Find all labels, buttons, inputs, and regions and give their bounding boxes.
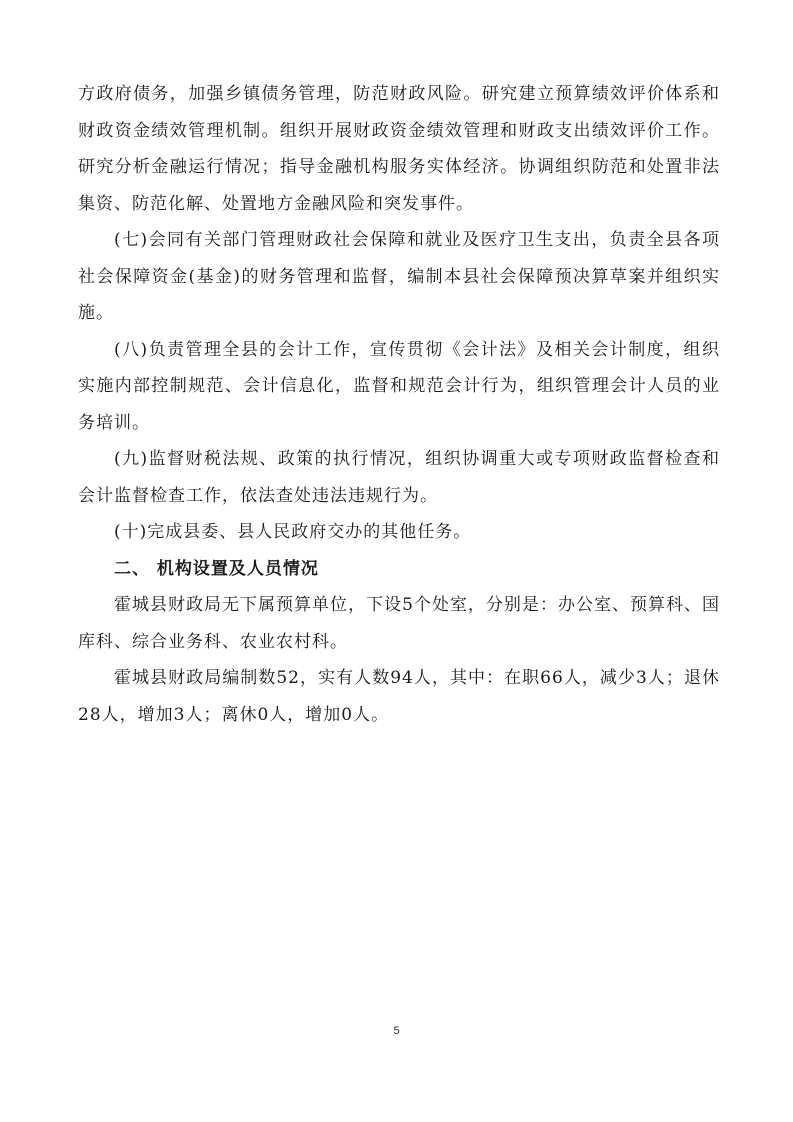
paragraph-item-7: (七)会同有关部门管理财政社会保障和就业及医疗卫生支出，负责全县各项社会保障资金(基金)的财务管理和监督，编制本县社会保障预决算草案并组织实施。 bbox=[78, 230, 720, 323]
document-body bbox=[78, 76, 720, 733]
paragraph-item-8: (八)负责管理全县的会计工作，宣传贯彻《会计法》及相关会计制度，组织实施内部控制规范、会计信息化，监督和规范会计行为，组织管理会计人员的业务培训。 bbox=[78, 339, 720, 433]
paragraph-item-10: (十)完成县委、县人民政府交办的其他任务。 bbox=[114, 522, 472, 542]
paragraph-staffing: 霍城县财政局编制数52，实有人数94人，其中：在职66人，减少3人；退休28人，增加3人；离休0人，增加0人。 bbox=[78, 668, 720, 725]
page-number: 5 bbox=[393, 1025, 400, 1037]
paragraph-departments: 霍城县财政局无下属预算单位，下设5个处室，分别是：办公室、预算科、国库科、综合业务科、农业农村科。 bbox=[78, 595, 720, 652]
paragraph-continuation: 方政府债务，加强乡镇债务管理，防范财政风险。研究建立预算绩效评价体系和财政资金绩效管理机制。组织开展财政资金绩效管理和财政支出绩效评价工作。研究分析金融运行情况；指导金融机构服务实体经济。协调组织防范和处置非法集资、防范化解、处置地方金融风险和突发事件。 bbox=[78, 84, 720, 214]
paragraph-item-9: (九)监督财税法规、政策的执行情况，组织协调重大或专项财政监督检查和会计监督检查工作，依法查处违法违规行为。 bbox=[78, 449, 720, 506]
section-heading: 二、 机构设置及人员情况 bbox=[114, 558, 319, 579]
